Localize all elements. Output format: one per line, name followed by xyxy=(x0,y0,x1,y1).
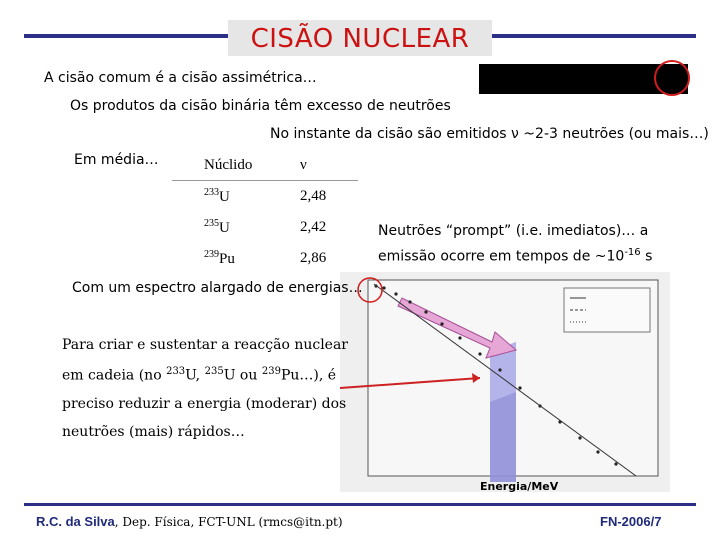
header-rule-right xyxy=(492,34,696,38)
instant-text: No instante da cisão são emitidos ν ~2-3 neutrões (ou mais…) xyxy=(270,126,709,142)
spectrum-plot xyxy=(340,272,670,492)
footer-author: R.C. da Silva xyxy=(36,514,115,529)
reactor-text-2: em cadeia (no $^{233}$U, $^{235}$U ou $^{239}$Pu…), é xyxy=(62,366,337,384)
footer-rule xyxy=(24,503,696,506)
average-label: Em média… xyxy=(74,152,159,168)
header-nuclide: Núclido xyxy=(204,157,253,173)
header-nu: ν xyxy=(300,157,307,173)
reactor-text-4: neutrões (mais) rápidos… xyxy=(62,424,245,440)
spectrum-text: Com um espectro alargado de energias… xyxy=(72,280,363,296)
table-row xyxy=(172,181,390,212)
nuclide-cell: $^{239}$Pu xyxy=(204,249,235,267)
prompt-exponent: -16 xyxy=(624,247,641,258)
red-circle-marker xyxy=(654,60,690,96)
chart-xlabel: Energia/MeV xyxy=(480,480,559,493)
table-row xyxy=(172,212,390,243)
table-row xyxy=(172,243,390,274)
footer-credit: R.C. da Silva, Dep. Física, FCT-UNL (rmcs@itn.pt) xyxy=(36,514,343,529)
nu-value: 2,42 xyxy=(300,219,327,235)
spectrum-figure xyxy=(340,272,670,492)
reactor-text-3: preciso reduzir a energia (moderar) dos xyxy=(62,396,347,412)
prompt-text-2: emissão ocorre em tempos de $\sim 10^{-16}$ s xyxy=(378,247,653,265)
page-title: CISÃO NUCLEAR xyxy=(228,20,492,56)
table-divider xyxy=(172,180,358,181)
products-text: Os produtos da cisão binária têm excesso de neutrões xyxy=(70,98,451,114)
nu-value: 2,86 xyxy=(300,250,327,266)
intro-text: A cisão comum é a cisão assimétrica… xyxy=(44,70,317,86)
header-rule-left xyxy=(24,34,228,38)
prompt-text-1: Neutrões “prompt” (i.e. imediatos)… a xyxy=(378,223,649,239)
reactor-text-1: Para criar e sustentar a reacção nuclear xyxy=(62,337,348,353)
nu-table xyxy=(172,150,390,274)
table-header-row xyxy=(172,150,390,181)
nuclide-cell: $^{235}$U xyxy=(204,218,230,236)
nu-value: 2,48 xyxy=(300,188,327,204)
nuclide-cell: $^{233}$U xyxy=(204,187,230,205)
footer-code: FN-2006/7 xyxy=(600,514,662,529)
